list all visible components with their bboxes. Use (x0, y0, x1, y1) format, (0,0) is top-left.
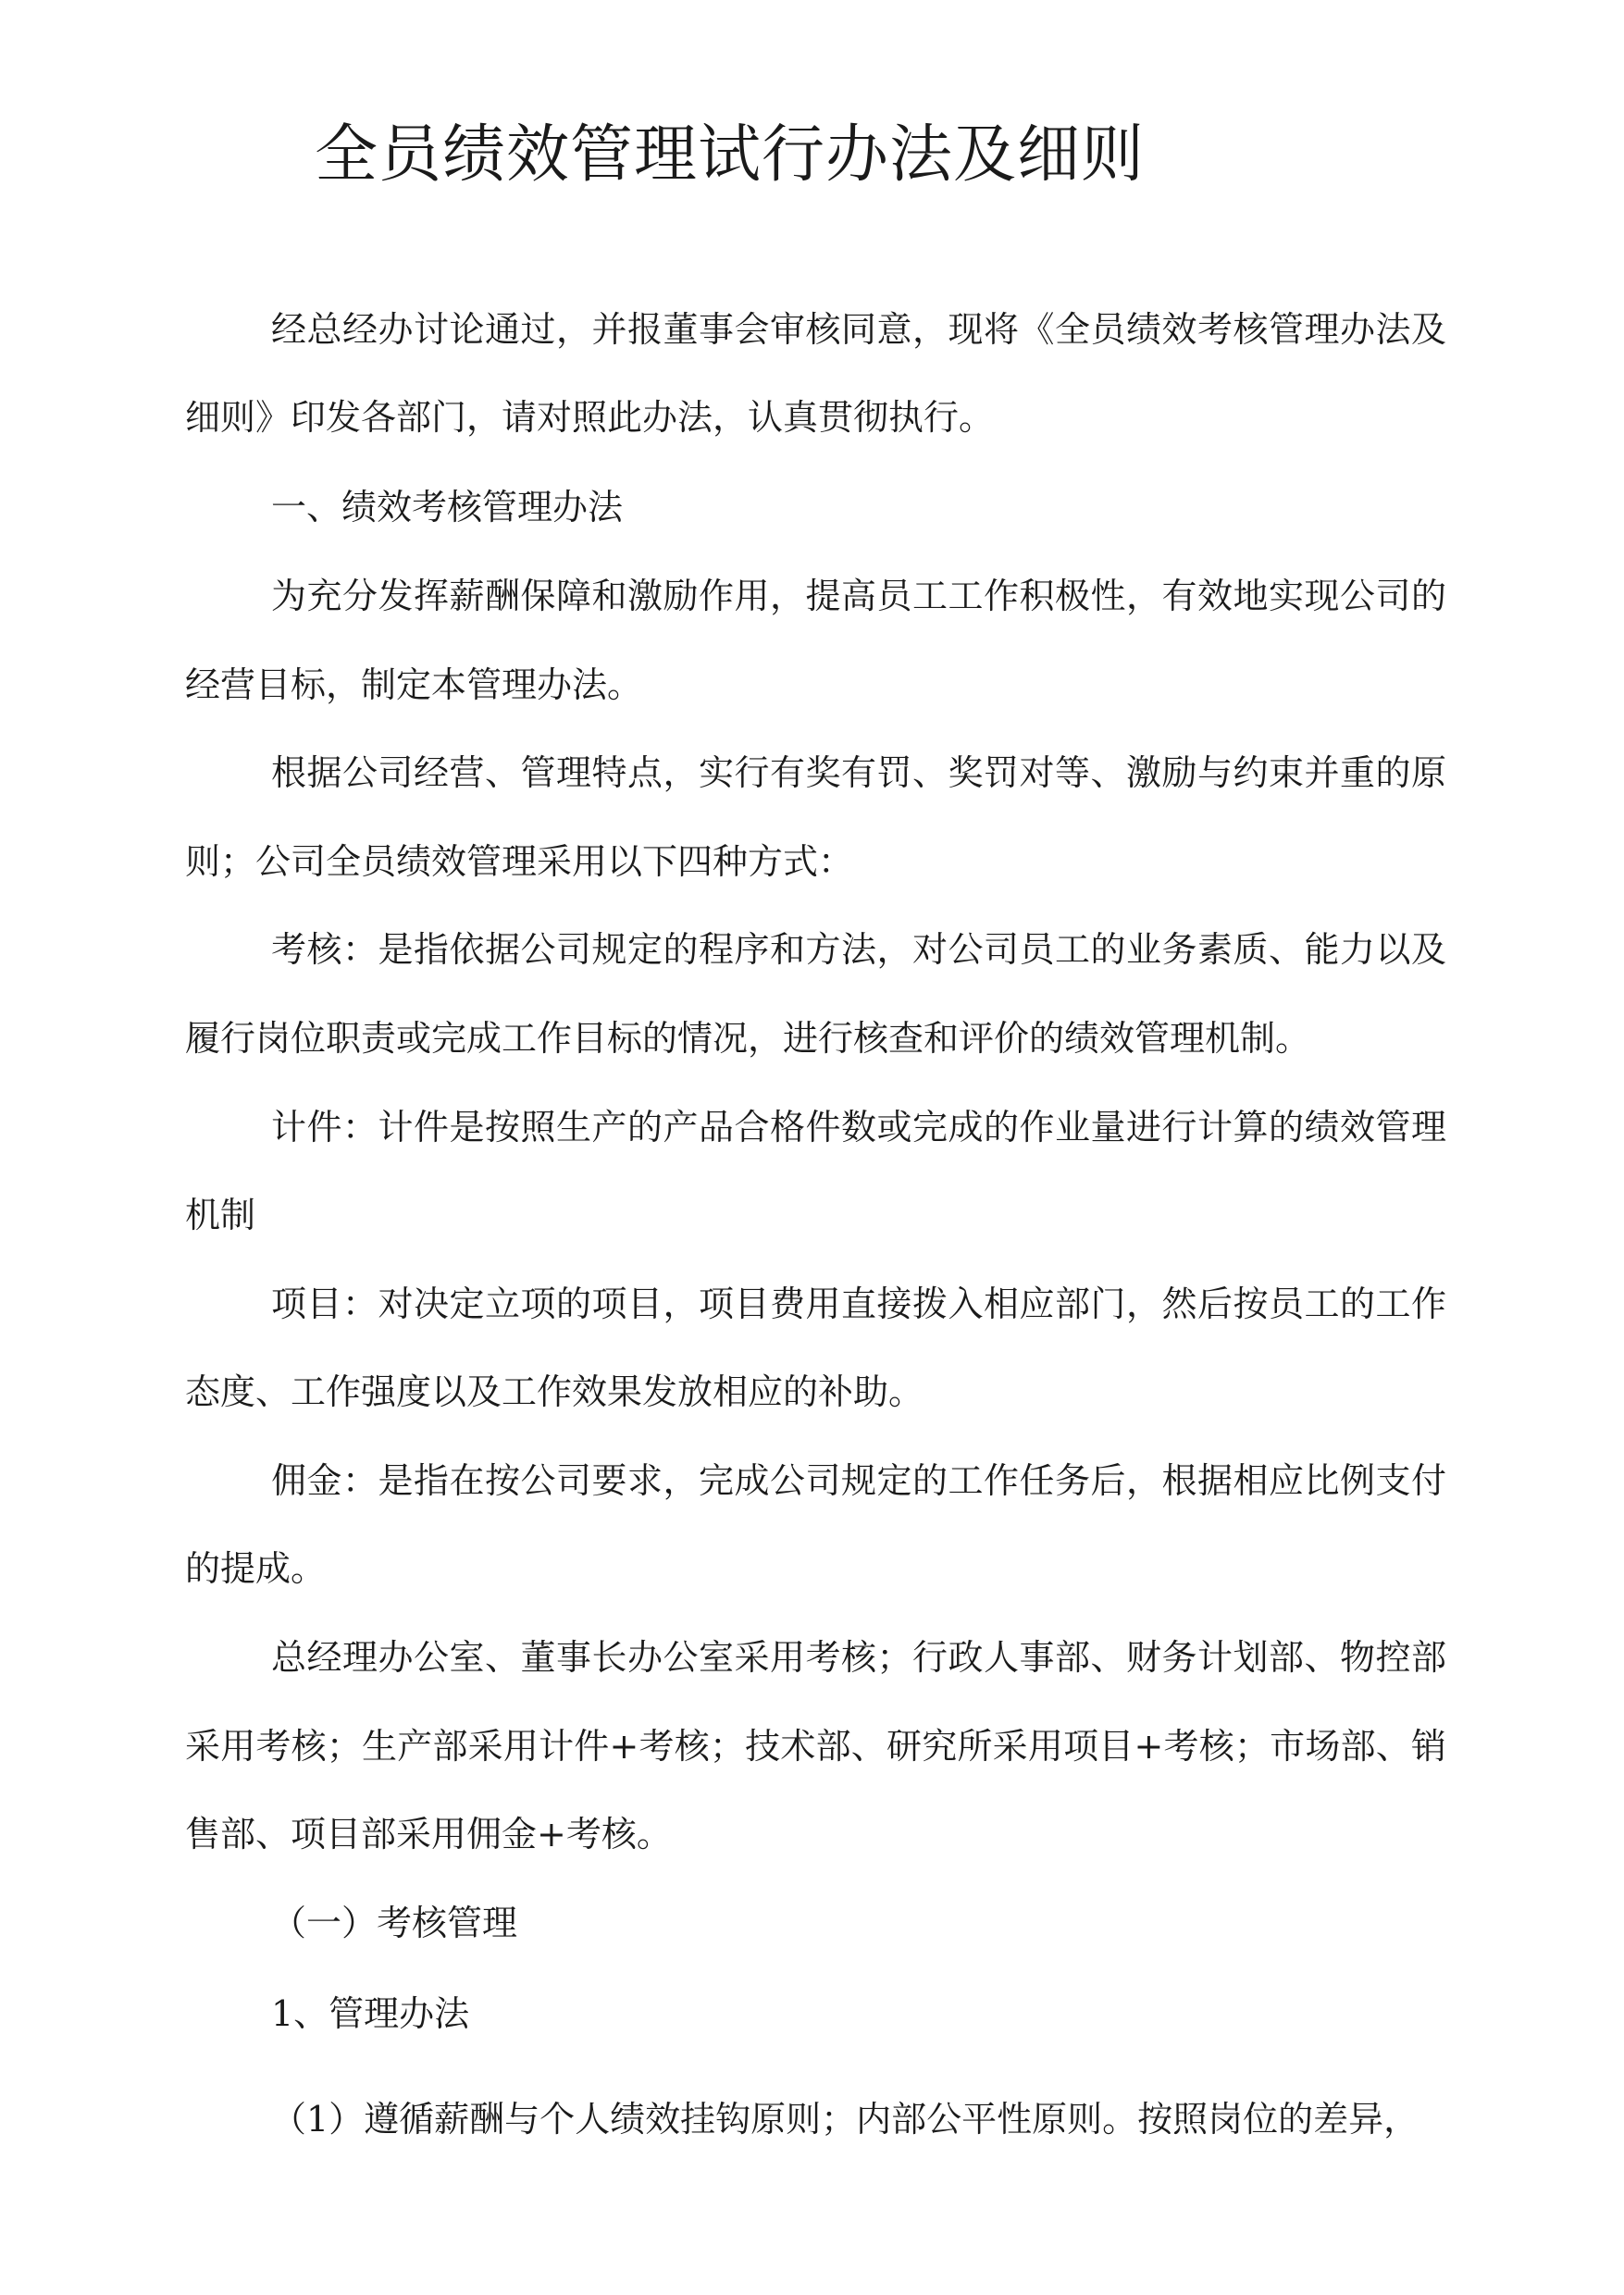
paragraph-line: 总经理办公室、董事长办公室采用考核；行政人事部、财务计划部、物控部 (271, 1637, 1446, 1678)
paragraph-line: 项目：对决定立项的项目，项目费用直接拨入相应部门，然后按员工的工作 (271, 1284, 1446, 1324)
paragraph-line: 佣金：是指在按公司要求，完成公司规定的工作任务后，根据相应比例支付 (271, 1460, 1446, 1501)
paragraph-line: 履行岗位职责或完成工作目标的情况，进行核查和评价的绩效管理机制。 (185, 1018, 1311, 1059)
paragraph-line: 态度、工作强度以及工作效果发放相应的补助。 (185, 1371, 924, 1412)
paragraph-line: 售部、项目部采用佣金+考核。 (185, 1814, 672, 1855)
paragraph-line: （1）遵循薪酬与个人绩效挂钩原则；内部公平性原则。按照岗位的差异， (271, 2099, 1419, 2140)
paragraph-line: 计件：计件是按照生产的产品合格件数或完成的作业量进行计算的绩效管理 (271, 1107, 1446, 1148)
section-heading: 一、绩效考核管理办法 (271, 487, 624, 527)
paragraph-line: 经营目标，制定本管理办法。 (185, 664, 643, 705)
paragraph-line: 经总经办讨论通过，并报董事会审核同意，现将《全员绩效考核管理办法及 (271, 309, 1446, 350)
subsection-heading: 1、管理办法 (271, 1993, 470, 2034)
paragraph-line: 采用考核；生产部采用计件+考核；技术部、研究所采用项目+考核；市场部、销 (185, 1726, 1446, 1767)
subsection-heading: （一）考核管理 (271, 1903, 518, 1943)
document-title: 全员绩效管理试行办法及细则 (315, 118, 1146, 192)
paragraph-line: 为充分发挥薪酬保障和激励作用，提高员工工作积极性，有效地实现公司的 (271, 576, 1446, 616)
paragraph-line: 考核：是指依据公司规定的程序和方法，对公司员工的业务素质、能力以及 (271, 929, 1446, 970)
paragraph-line: 细则》印发各部门，请对照此办法，认真贯彻执行。 (185, 397, 995, 438)
paragraph-line: 的提成。 (185, 1548, 327, 1589)
paragraph-line: 机制 (185, 1195, 256, 1235)
paragraph-line: 根据公司经营、管理特点，实行有奖有罚、奖罚对等、激励与约束并重的原 (271, 752, 1446, 793)
paragraph-line: 则；公司全员绩效管理采用以下四种方式： (185, 841, 854, 882)
